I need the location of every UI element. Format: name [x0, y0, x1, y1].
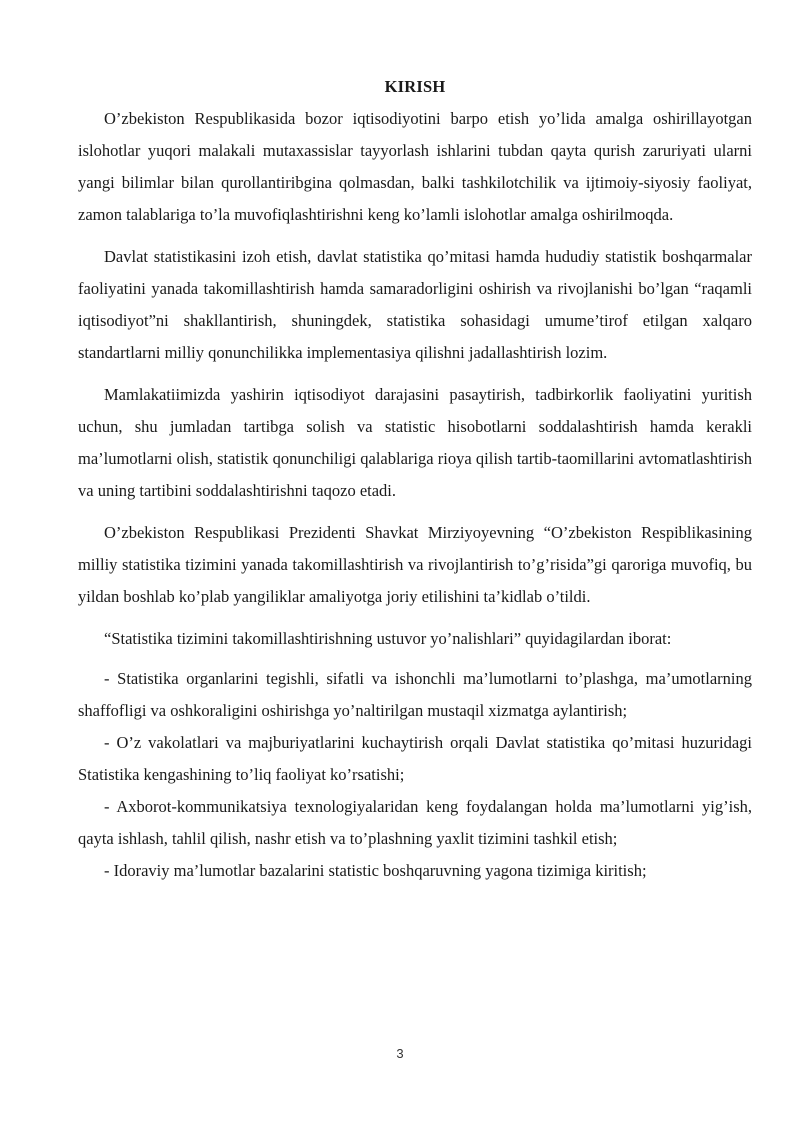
paragraph-statistics-reform: Davlat statistikasini izoh etish, davlat statistika qo’mitasi hamda hududiy statistik boshqarmalar faoliyatini yanada takomillashtirish hamda samaradorligini oshirish va rivojlanishi bo’lgan “raqamli iqtisodiyot”ni shakllantirish, shuningdek, statistika sohasidagi umume’tirof etilgan xalqaro standartlarni milliy qonunchilikka implementasiya qilishni jadallashtirish lozim.	[78, 247, 752, 362]
page-number: 3	[396, 1046, 404, 1061]
paragraph-shadow-economy: Mamlakatiimizda yashirin iqtisodiyot darajasini pasaytirish, tadbirkorlik faoliyatini yuritish uchun, shu jumladan tartibga solish va statistic hisobotlarni soddalashtirish hamda kerakli ma’lumotlarni olish, statistik qonunchiligi qalablariga rioya qilish tartib-taomillarini avtomatlashtirish va uning tartibini soddalashtirishni taqozo etadi.	[78, 385, 752, 500]
list-item: - Axborot-kommunikatsiya texnologiyalaridan keng foydalangan holda ma’lumotlarni yig’ish, qayta ishlash, tahlil qilish, nashr etish va to’plashning yaxlit tizimini tashkil etish;	[78, 797, 752, 848]
list-item: - Idoraviy ma’lumotlar bazalarini statistic boshqaruvning yagona tizimiga kiritish;	[104, 861, 647, 880]
list-item: - Statistika organlarini tegishli, sifatli va ishonchli ma’lumotlarni to’plashga, ma’umotlarning shaffofligi va oshkoraligini oshirishga yo’naltirilgan mustaqil xizmatga aylantirish;	[78, 669, 752, 720]
document-page	[78, 73, 752, 887]
priorities-list	[78, 663, 752, 887]
section-title: KIRISH	[384, 77, 446, 96]
paragraph-priorities-lead: “Statistika tizimini takomillashtirishning ustuvor yo’nalishlari” quyidagilardan iborat:	[104, 629, 672, 648]
paragraph-presidential-decree: O’zbekiston Respublikasi Prezidenti Shavkat Mirziyoyevning “O’zbekiston Respiblikasining milliy statistika tizimini yanada takomillashtirish va rivojlantirish to’g’risida”gi qaroriga muvofiq, bu yildan boshlab ko’plab yangiliklar amaliyotga joriy etilishini ta’kidlab o’tildi.	[78, 523, 752, 606]
paragraph-intro: O’zbekiston Respublikasida bozor iqtisodiyotini barpo etish yo’lida amalga oshirillayotgan islohotlar yuqori malakali mutaxassislar tayyorlash ishlarini tubdan qayta qurish zaruriyati ularni yangi bilimlar bilan qurollantiribgina qolmasdan, balki tashkilotchilik va ijtimoiy-siyosiy faoliyat, zamon talablariga to’la muvofiqlashtirishni keng ko’lamli islohotlar amalga oshirilmoqda.	[78, 109, 752, 224]
list-item: - O’z vakolatlari va majburiyatlarini kuchaytirish orqali Davlat statistika qo’mitasi huzuridagi Statistika kengashining to’liq faoliyat ko’rsatishi;	[78, 733, 752, 784]
